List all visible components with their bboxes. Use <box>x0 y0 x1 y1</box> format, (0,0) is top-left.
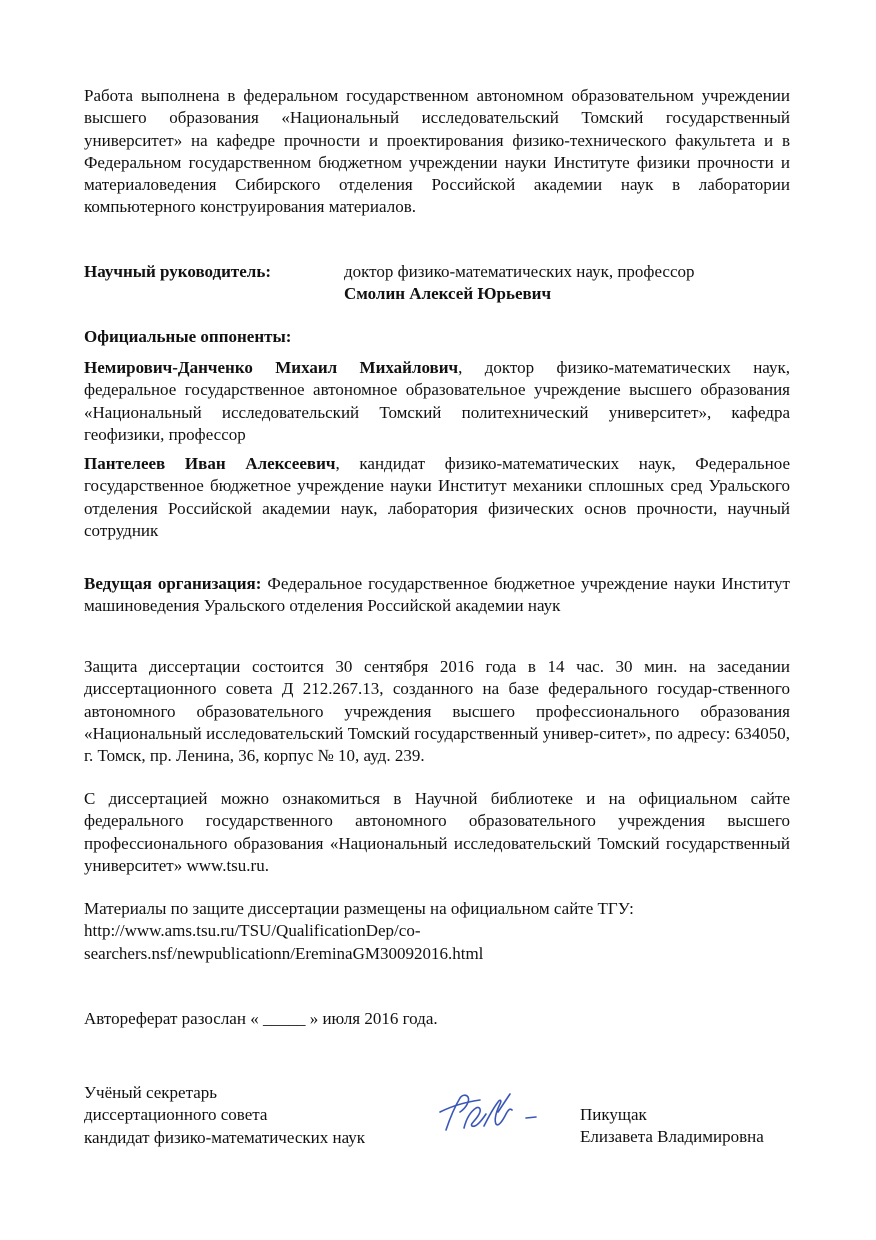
opponent-1 <box>84 357 790 446</box>
materials-url-line-2: searchers.nsf/newpublicationn/EreminaGM30092016.html <box>84 943 484 963</box>
secretary-name <box>580 1104 764 1149</box>
opponent-1-name: Немирович-Данченко Михаил Михайлович <box>84 358 459 377</box>
defense-paragraph: Защита диссертации состоится 30 сентября 2016 года в 14 час. 30 мин. на заседании диссертационного совета Д 212.267.13, созданного на базе федерального государ-ственного автономного образовательного учреждения высшего профессионального образования «Национальный исследовательский Томский государственный универ-ситет», по адресу: 634050, г. Томск, пр. Ленина, 36, корпус № 10, ауд. 239. <box>84 657 790 766</box>
mailing-date: Автореферат разослан « _____ » июля 2016 года. <box>84 1009 438 1028</box>
secretary-title <box>84 1082 365 1149</box>
opponent-1-details: , доктор физико-математических наук, федеральное государственное автономное образовательное учреждение высшего образования «Национальный исследовательский Томский политехнический университет», кафедра геофизики, профессор <box>84 358 790 444</box>
intro-paragraph: Работа выполнена в федеральном государственном автономном образовательном учреждении высшего образования «Национальный исследовательский Томский государственный университет» на кафедре прочности и проектирования физико-технического факультета и в Федеральном государственном бюджетном учреждении науки Институте физики прочности и материаловедения Сибирского отделения Российской академии наук в лаборатории компьютерного конструирования материалов. <box>84 86 790 217</box>
supervisor-label: Научный руководитель: <box>84 262 271 281</box>
leading-org-label: Ведущая организация: <box>84 574 262 593</box>
opponent-2 <box>84 453 790 542</box>
supervisor-degree: доктор физико-математических наук, профессор <box>344 262 695 281</box>
handwritten-signature <box>436 1090 546 1136</box>
opponent-2-name: Пантелеев Иван Алексеевич <box>84 454 336 473</box>
secretary-given-names: Елизавета Владимировна <box>580 1127 764 1147</box>
secretary-surname: Пикущак <box>580 1105 647 1124</box>
materials-url-line-1: http://www.ams.tsu.ru/TSU/QualificationDep/co- <box>84 921 421 941</box>
secretary-line-2: диссертационного совета <box>84 1105 268 1125</box>
opponents-heading: Официальные оппоненты: <box>84 327 292 346</box>
materials-section <box>84 898 790 965</box>
leading-org-text: Федеральное государственное бюджетное учреждение науки Институт машиноведения Уральского отделения Российской академии наук <box>84 574 790 616</box>
supervisor-name: Смолин Алексей Юрьевич <box>344 284 552 304</box>
materials-text: Материалы по защите диссертации размещены на официальном сайте ТГУ: <box>84 899 634 918</box>
library-paragraph: С диссертацией можно ознакомиться в Научной библиотеке и на официальном сайте федерального государственного автономного образовательного учреждения высшего профессионального образования «Национальный исследовательский Томский государственный университет» www.tsu.ru. <box>84 789 790 875</box>
secretary-line-1: Учёный секретарь <box>84 1083 218 1102</box>
secretary-line-3: кандидат физико-математических наук <box>84 1127 366 1147</box>
leading-organization <box>84 573 790 618</box>
opponent-2-details: , кандидат физико-математических наук, Федеральное государственное бюджетное учреждение науки Институт механики сплошных сред Уральского отделения Российской академии наук, лаборатория физических основ прочности, научный сотрудник <box>84 454 791 540</box>
